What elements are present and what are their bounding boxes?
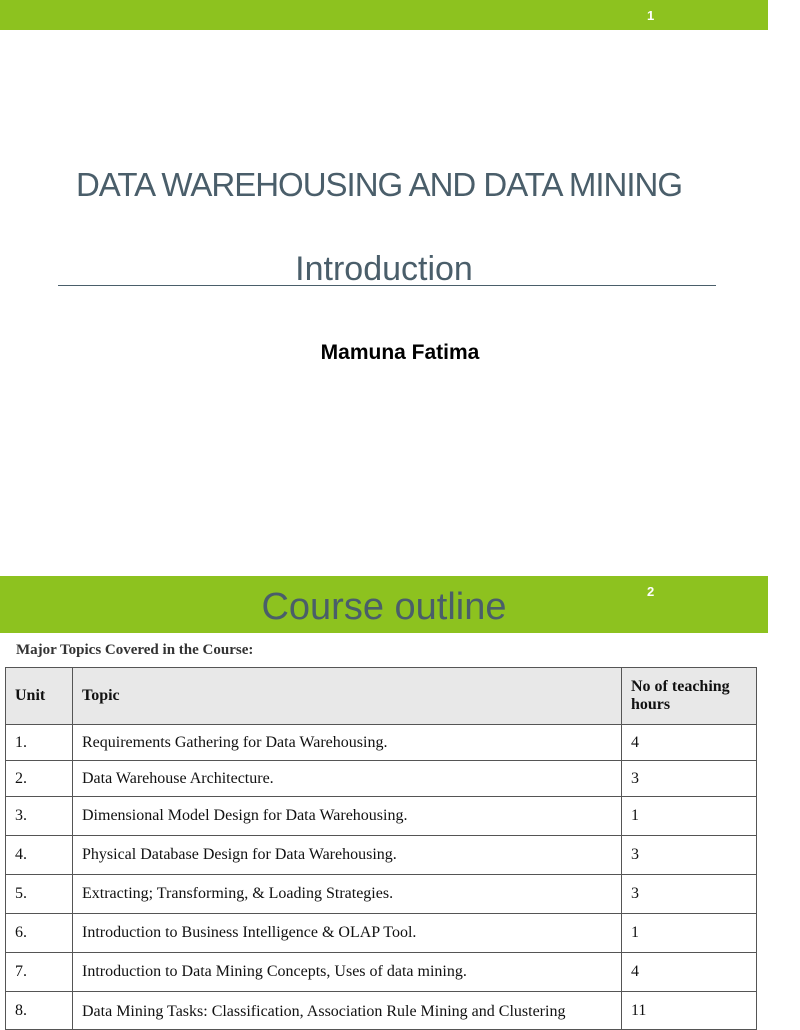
unit-cell: 2. <box>6 761 73 797</box>
topic-cell: Requirements Gathering for Data Warehousing. <box>73 725 622 761</box>
unit-cell: 7. <box>6 953 73 992</box>
unit-cell: 1. <box>6 725 73 761</box>
topic-cell: Introduction to Data Mining Concepts, Uses of data mining. <box>73 953 622 992</box>
topic-cell: Dimensional Model Design for Data Warehousing. <box>73 797 622 836</box>
topic-cell: Data Mining Tasks: Classification, Association Rule Mining and Clustering <box>73 992 622 1030</box>
table-row <box>6 797 757 836</box>
slide-1-subtitle: Introduction <box>295 250 473 288</box>
table-row <box>6 875 757 914</box>
slide-2-number: 2 <box>647 584 655 599</box>
table-row <box>6 914 757 953</box>
hours-cell: 4 <box>622 953 757 992</box>
topic-cell: Physical Database Design for Data Warehousing. <box>73 836 622 875</box>
table-row <box>6 992 757 1030</box>
table-row <box>6 725 757 761</box>
topic-cell: Extracting; Transforming, & Loading Strategies. <box>73 875 622 914</box>
hours-cell: 1 <box>622 797 757 836</box>
hours-cell: 3 <box>622 875 757 914</box>
slide-1-number: 1 <box>647 8 655 23</box>
header-hours: No of teaching hours <box>622 668 757 725</box>
table-row <box>6 953 757 992</box>
unit-cell: 4. <box>6 836 73 875</box>
hours-cell: 1 <box>622 914 757 953</box>
topic-cell: Data Warehouse Architecture. <box>73 761 622 797</box>
course-outline-table <box>5 667 757 1030</box>
unit-cell: 8. <box>6 992 73 1030</box>
hours-cell: 3 <box>622 761 757 797</box>
header-topic: Topic <box>73 668 622 725</box>
unit-cell: 6. <box>6 914 73 953</box>
table-row <box>6 836 757 875</box>
slide-1-title: DATA WAREHOUSING AND DATA MINING <box>75 166 683 203</box>
author-name: Mamuna Fatima <box>320 341 480 364</box>
subtitle-underline <box>58 285 716 286</box>
unit-cell: 3. <box>6 797 73 836</box>
table-row <box>6 761 757 797</box>
table-header-row <box>6 668 757 725</box>
table-caption-text: Major Topics Covered in the Course: <box>16 642 254 658</box>
unit-cell: 5. <box>6 875 73 914</box>
slide-2-title: Course outline <box>261 586 507 628</box>
hours-cell: 11 <box>622 992 757 1030</box>
hours-cell: 3 <box>622 836 757 875</box>
topic-cell: Introduction to Business Intelligence & OLAP Tool. <box>73 914 622 953</box>
hours-cell: 4 <box>622 725 757 761</box>
table-caption-cropped <box>16 642 306 662</box>
header-unit: Unit <box>6 668 73 725</box>
